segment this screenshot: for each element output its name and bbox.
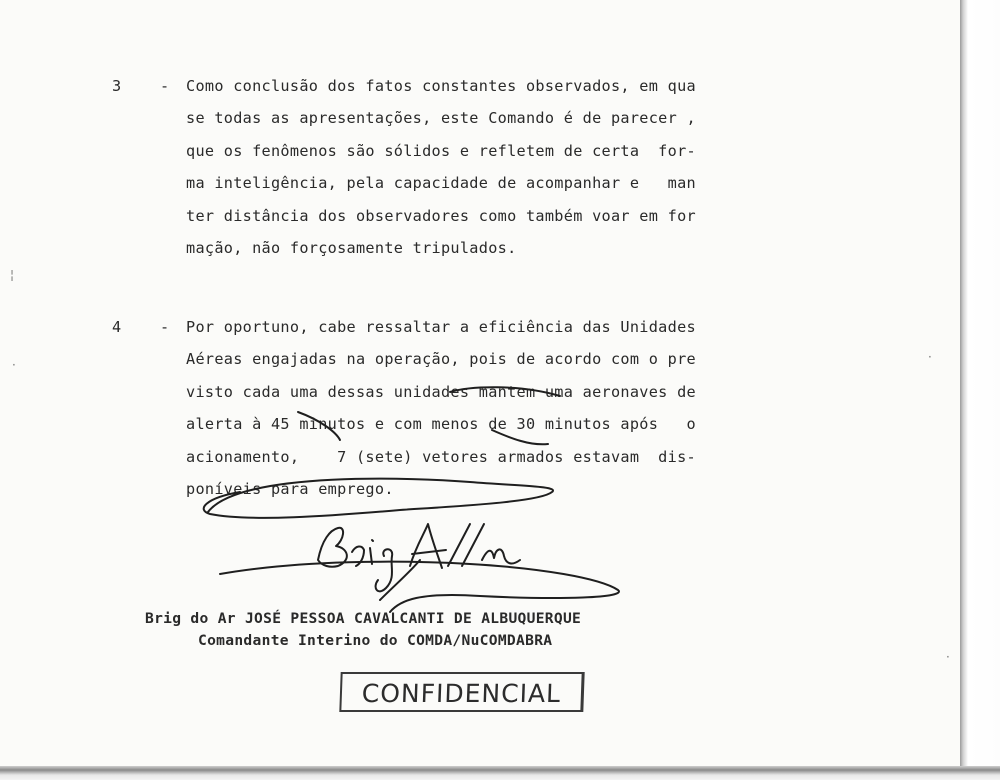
paragraph-4-line: visto cada uma dessas unidades mantem uma aeronaves de bbox=[186, 382, 696, 401]
paragraph-3-line: mação, não forçosamente tripulados. bbox=[186, 238, 517, 257]
signatory-name: Brig do Ar JOSÉ PESSOA CAVALCANTI DE ALBUQUERQUE bbox=[145, 610, 582, 627]
scan-speck: · bbox=[12, 358, 16, 372]
paragraph-4-number: 4 bbox=[112, 318, 122, 336]
paragraph-3-line: que os fenômenos são sólidos e refletem de certa for- bbox=[186, 141, 696, 160]
page-edge-bottom bbox=[0, 766, 1000, 780]
paragraph-4-line: alerta à 45 minutos e com menos de 30 minutos após o bbox=[186, 415, 696, 434]
paragraph-3-line: se todas as apresentações, este Comando é de parecer , bbox=[186, 109, 696, 128]
paragraph-4-dash: - bbox=[160, 318, 170, 336]
paragraph-4-line: poníveis para emprego. bbox=[186, 479, 394, 498]
signatory-title: Comandante Interino do COMDA/NuCOMDABRA bbox=[198, 632, 553, 649]
scan-speck: · bbox=[928, 350, 932, 364]
paragraph-4-line: Aéreas engajadas na operação, pois de acordo com o pre bbox=[186, 350, 696, 369]
scan-speck: ¦ bbox=[10, 268, 15, 282]
paragraph-3-line: ter distância dos observadores como também voar em for bbox=[186, 206, 696, 225]
page-edge-right bbox=[960, 0, 1000, 780]
paragraph-3-line: ma inteligência, pela capacidade de acompanhar e man bbox=[186, 174, 696, 193]
paragraph-4-line: acionamento, 7 (sete) vetores armados estavam dis- bbox=[186, 447, 696, 466]
paragraph-4-line: Por oportuno, cabe ressaltar a eficiência das Unidades bbox=[186, 318, 696, 336]
scan-speck: · bbox=[946, 650, 950, 664]
paragraph-3-dash: - bbox=[160, 77, 170, 95]
paragraph-3-line: Como conclusão dos fatos constantes observados, em qua bbox=[186, 77, 696, 95]
confidential-stamp: CONFIDENCIAL bbox=[339, 672, 584, 712]
paragraph-3-number: 3 bbox=[112, 77, 122, 95]
